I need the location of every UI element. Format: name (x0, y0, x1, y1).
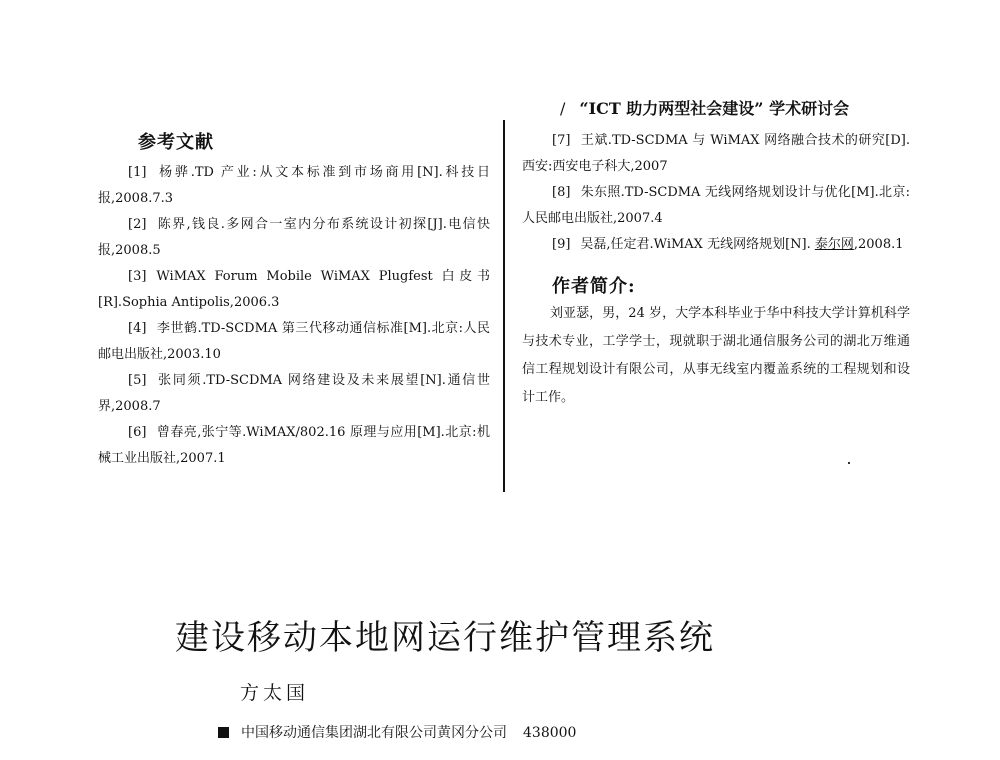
affiliation-name: 中国移动通信集团湖北有限公司黄冈分公司 (241, 725, 507, 741)
reference-item-3 (98, 264, 490, 316)
reference-item-6 (98, 420, 490, 472)
author-intro-title: 作者简介: (552, 276, 636, 297)
reference-number: [9] (552, 237, 571, 252)
reference-item-9 (522, 232, 910, 258)
reference-text-end: ,2008.1 (853, 237, 904, 252)
article-affiliation (218, 722, 576, 742)
reference-number: [4] (128, 321, 147, 336)
reference-text: WiMAX Forum Mobile WiMAX Plugfest 白皮书[R].Sophia Antipolis,2006.3 (98, 269, 490, 310)
column-divider (503, 120, 505, 492)
reference-text: 曾春亮,张宁等.WiMAX/802.16 原理与应用[M].北京:机械工业出版社,2007.1 (98, 425, 490, 466)
right-column (522, 128, 910, 412)
reference-item-8 (522, 180, 910, 232)
reference-item-7 (522, 128, 910, 180)
reference-item-4 (98, 316, 490, 368)
author-bio: 刘亚瑟，男，24 岁，大学本科毕业于华中科技大学计算机科学与技术专业，工学学士，现就职于湖北通信服务公司的湖北万维通信工程规划设计有限公司，从事无线室内覆盖系统的工程规划和设计工作。 (522, 306, 910, 405)
black-square-icon (218, 727, 229, 738)
article-author: 方太国 (240, 682, 310, 704)
reference-number: [3] (128, 269, 147, 284)
reference-source-link[interactable]: 泰尔网 (814, 237, 854, 252)
article-title: 建设移动本地网运行维护管理系统 (175, 618, 715, 658)
reference-number: [7] (552, 133, 571, 148)
reference-item-5 (98, 368, 490, 420)
reference-number: [8] (552, 185, 571, 200)
header-slash: / (560, 99, 566, 118)
reference-number: [5] (128, 373, 147, 388)
reference-text: 杨骅.TD 产业:从文本标准到市场商用[N].科技日报,2008.7.3 (98, 165, 490, 206)
reference-text: 王斌.TD-SCDMA 与 WiMAX 网络融合技术的研究[D].西安:西安电子科大,2007 (522, 133, 910, 174)
reference-number: [2] (128, 217, 147, 232)
reference-list (98, 160, 490, 472)
reference-text: 张同须.TD-SCDMA 网络建设及未来展望[N].通信世界,2008.7 (98, 373, 490, 414)
references-section (98, 128, 490, 472)
reference-text: 李世鹤.TD-SCDMA 第三代移动通信标准[M].北京:人民邮电出版社,2003.10 (98, 321, 490, 362)
reference-text: 吴磊,任定君.WiMAX 无线网络规划[N]. (580, 237, 815, 252)
reference-text: 朱东照.TD-SCDMA 无线网络规划设计与优化[M].北京:人民邮电出版社,2007.4 (522, 185, 910, 226)
affiliation-postcode: 438000 (523, 725, 577, 741)
reference-number: [6] (128, 425, 147, 440)
reference-number: [1] (128, 165, 147, 180)
reference-item-1 (98, 160, 490, 212)
reference-text: 陈界,钱良.多网合一室内分布系统设计初探[J].电信快报,2008.5 (98, 217, 490, 258)
reference-list-continued (522, 128, 910, 258)
references-title: 参考文献 (138, 132, 214, 153)
header-title: “ICT 助力两型社会建设” 学术研讨会 (579, 99, 850, 118)
reference-item-2 (98, 212, 490, 264)
running-header (560, 96, 849, 119)
stray-mark (848, 462, 850, 464)
